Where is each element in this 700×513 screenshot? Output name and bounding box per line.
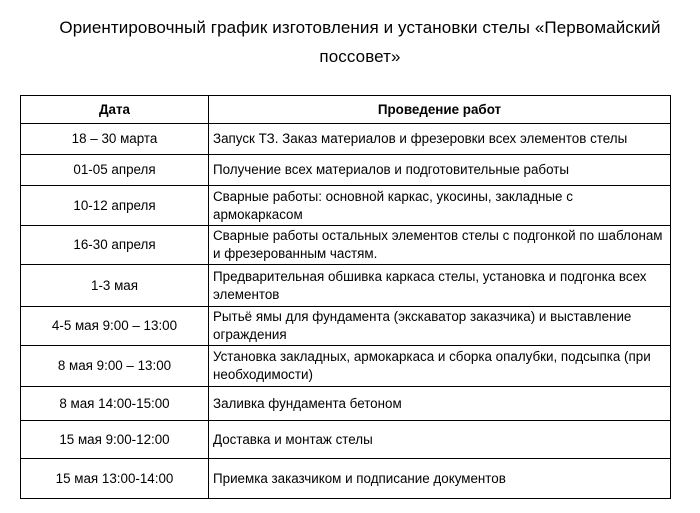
row-work: Сварные работы остальных элементов стелы с подгонкой по шаблонам и фрезерованным частям. [209, 226, 671, 265]
table-header-row [21, 96, 671, 124]
row-date: 15 мая 13:00-14:00 [21, 459, 209, 499]
table-row [21, 346, 671, 387]
table-row [21, 124, 671, 155]
row-date: 10-12 апреля [21, 186, 209, 226]
table-row [21, 307, 671, 346]
row-date: 4-5 мая 9:00 – 13:00 [21, 307, 209, 346]
row-work: Запуск ТЗ. Заказ материалов и фрезеровки всех элементов стелы [209, 124, 671, 155]
row-work: Сварные работы: основной каркас, укосины, закладные с армокаркасом [209, 186, 671, 226]
schedule-table [20, 95, 671, 499]
table-row [21, 459, 671, 499]
table-row [21, 265, 671, 307]
row-work: Предварительная обшивка каркаса стелы, установка и подгонка всех элементов [209, 265, 671, 307]
row-date: 18 – 30 марта [21, 124, 209, 155]
row-work: Заливка фундамента бетоном [209, 387, 671, 421]
row-work: Доставка и монтаж стелы [209, 421, 671, 459]
table-row [21, 387, 671, 421]
header-work: Проведение работ [209, 96, 671, 124]
row-date: 16-30 апреля [21, 226, 209, 265]
header-date: Дата [21, 96, 209, 124]
table-row [21, 155, 671, 186]
row-date: 1-3 мая [21, 265, 209, 307]
row-work: Рытьё ямы для фундамента (экскаватор заказчика) и выставление ограждения [209, 307, 671, 346]
row-work: Получение всех материалов и подготовительные работы [209, 155, 671, 186]
table-row [21, 421, 671, 459]
table-row [21, 226, 671, 265]
row-work: Приемка заказчиком и подписание документов [209, 459, 671, 499]
table-row [21, 186, 671, 226]
row-date: 15 мая 9:00-12:00 [21, 421, 209, 459]
row-date: 8 мая 14:00-15:00 [21, 387, 209, 421]
row-work: Установка закладных, армокаркаса и сборка опалубки, подсыпка (при необходимости) [209, 346, 671, 387]
page-title: Ориентировочный график изготовления и установки стелы «Первомайский поссовет» [59, 18, 661, 66]
row-date: 8 мая 9:00 – 13:00 [21, 346, 209, 387]
row-date: 01-05 апреля [21, 155, 209, 186]
